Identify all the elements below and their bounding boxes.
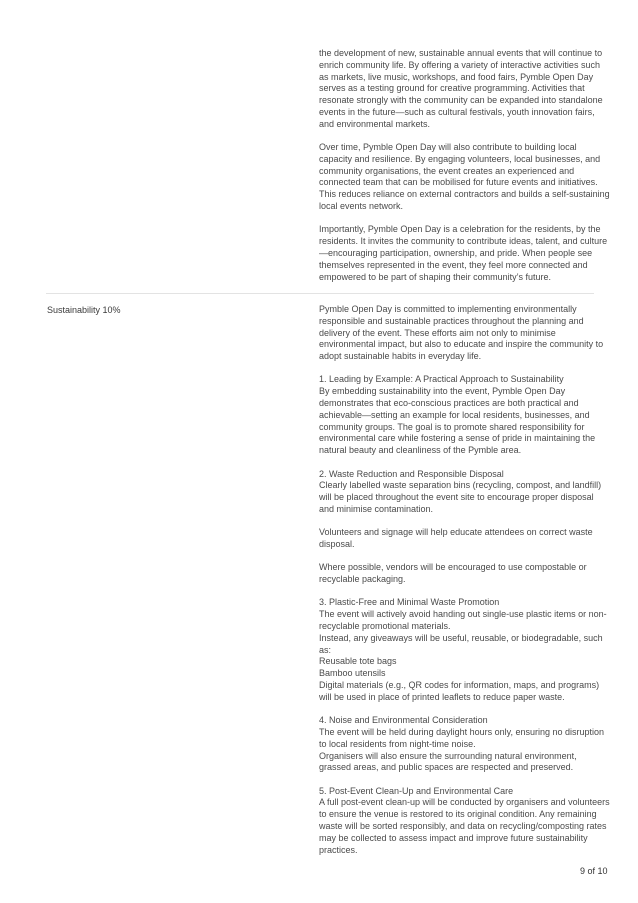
text-line: disposal.	[319, 539, 355, 550]
text-line: A full post-event clean-up will be conducted by organisers and volunteers	[319, 797, 610, 808]
text-line: the development of new, sustainable annual events that will continue to	[319, 48, 603, 58]
section-paragraph	[319, 785, 610, 857]
text-line: and minimise contamination.	[319, 503, 434, 514]
text-line: as markets, live music, workshops, and food fairs, Pymble Open Day	[319, 71, 594, 82]
section-paragraph	[319, 597, 607, 703]
text-line: environmental care while fostering a sense of pride in maintaining the	[319, 433, 596, 444]
text-line: enrich community life. By offering a variety of interactive activities such	[319, 59, 600, 70]
section-paragraph	[319, 527, 594, 551]
section-body	[319, 304, 610, 868]
text-line: recyclable promotional materials.	[319, 621, 451, 632]
text-line: 5. Post-Event Clean-Up and Environmental Care	[319, 785, 514, 796]
text-line: Pymble Open Day is committed to implementing environmentally	[319, 304, 577, 314]
text-line: will be placed throughout the event site to encourage proper disposal	[319, 492, 594, 503]
text-line: By embedding sustainability into the event, Pymble Open Day	[319, 386, 566, 397]
text-line: 4. Noise and Environmental Consideration	[319, 715, 488, 726]
intro-paragraph	[319, 48, 603, 131]
text-line: community groups. The goal is to promote shared responsibility for	[319, 421, 585, 432]
text-line: Reusable tote bags	[319, 656, 397, 667]
text-line: and environmental markets.	[319, 118, 431, 129]
text-line: natural beauty and cleanliness of the Pymble area.	[319, 445, 522, 456]
section-paragraph	[319, 374, 594, 457]
text-line: may be collected to assess impact and improve future sustainability	[319, 832, 588, 843]
text-line: delivery of the event. These efforts aim not only to minimise	[319, 327, 556, 338]
section-paragraph	[319, 562, 594, 586]
text-line: Digital materials (e.g., QR codes for information, maps, and programs)	[319, 680, 600, 691]
text-line: community organisations, the event creates an experienced and	[319, 165, 575, 176]
text-line: adopt sustainable habits in everyday life.	[319, 351, 482, 362]
text-line: Volunteers and signage will help educate attendees on correct waste	[319, 527, 593, 538]
intro-text-block	[319, 48, 610, 295]
section-divider	[46, 293, 594, 294]
text-line: to ensure the venue is restored to its original condition. Any remaining	[319, 809, 597, 820]
text-line: resonate strongly with the community can be expanded into standalone	[319, 95, 603, 106]
text-line: —encouraging participation, ownership, and pride. When people see	[319, 247, 593, 258]
text-line: themselves represented in the event, they feel more connected and	[319, 259, 588, 270]
text-line: Bamboo utensils	[319, 668, 386, 679]
text-line: grassed areas, and public spaces are respected and preserved.	[319, 762, 574, 773]
section-paragraph	[319, 468, 602, 516]
text-line: to local residents from night-time noise.	[319, 738, 476, 749]
intro-paragraph	[319, 224, 608, 283]
page-number: 9 of 10	[580, 866, 608, 876]
text-line: demonstrates that eco-conscious practices are both practical and	[319, 398, 579, 409]
text-line: responsible and sustainable practices throughout the planning and	[319, 315, 584, 326]
text-line: environmental impact, but also to educate and inspire the community to	[319, 339, 604, 350]
text-line: Where possible, vendors will be encouraged to use compostable or	[319, 562, 587, 573]
text-line: local events network.	[319, 201, 404, 212]
text-line: 3. Plastic-Free and Minimal Waste Promotion	[319, 597, 500, 608]
text-line: serves as a testing ground for creative programming. Activities that	[319, 83, 585, 94]
text-line: recyclable packaging.	[319, 574, 406, 585]
text-line: Organisers will also ensure the surrounding natural environment,	[319, 750, 577, 761]
section-label: Sustainability 10%	[47, 305, 121, 315]
text-line: Clearly labelled waste separation bins (recycling, compost, and landfill)	[319, 480, 602, 491]
text-line: This reduces reliance on external contractors and builds a self-sustaining	[319, 189, 610, 200]
text-line: as:	[319, 644, 332, 655]
text-line: connected team that can be mobilised for future events and initiatives.	[319, 177, 598, 188]
text-line: residents. It invites the community to contribute ideas, talent, and culture	[319, 236, 608, 247]
text-line: 1. Leading by Example: A Practical Approach to Sustainability	[319, 374, 564, 385]
text-line: 2. Waste Reduction and Responsible Disposal	[319, 468, 504, 479]
text-line: practices.	[319, 844, 358, 855]
text-line: The event will be held during daylight hours only, ensuring no disruption	[319, 726, 605, 737]
text-line: empowered to be part of shaping their community’s future.	[319, 271, 551, 282]
text-line: Importantly, Pymble Open Day is a celebration for the residents, by the	[319, 224, 601, 235]
intro-paragraph	[319, 142, 610, 213]
text-line: Instead, any giveaways will be useful, reusable, or biodegradable, such	[319, 632, 603, 643]
text-line: Over time, Pymble Open Day will also contribute to building local	[319, 142, 577, 153]
text-line: will be used in place of printed leaflets to reduce paper waste.	[319, 691, 565, 702]
section-paragraph	[319, 715, 605, 774]
text-line: events in the future—such as cultural festivals, youth innovation fairs,	[319, 106, 595, 117]
text-line: capacity and resilience. By engaging volunteers, local businesses, and	[319, 153, 601, 164]
section-paragraph	[319, 304, 604, 363]
text-line: The event will actively avoid handing out single-use plastic items or non-	[319, 609, 607, 620]
text-line: waste will be sorted responsibly, and data on recycling/composting rates	[319, 820, 607, 831]
text-line: achievable—setting an example for local residents, businesses, and	[319, 409, 590, 420]
